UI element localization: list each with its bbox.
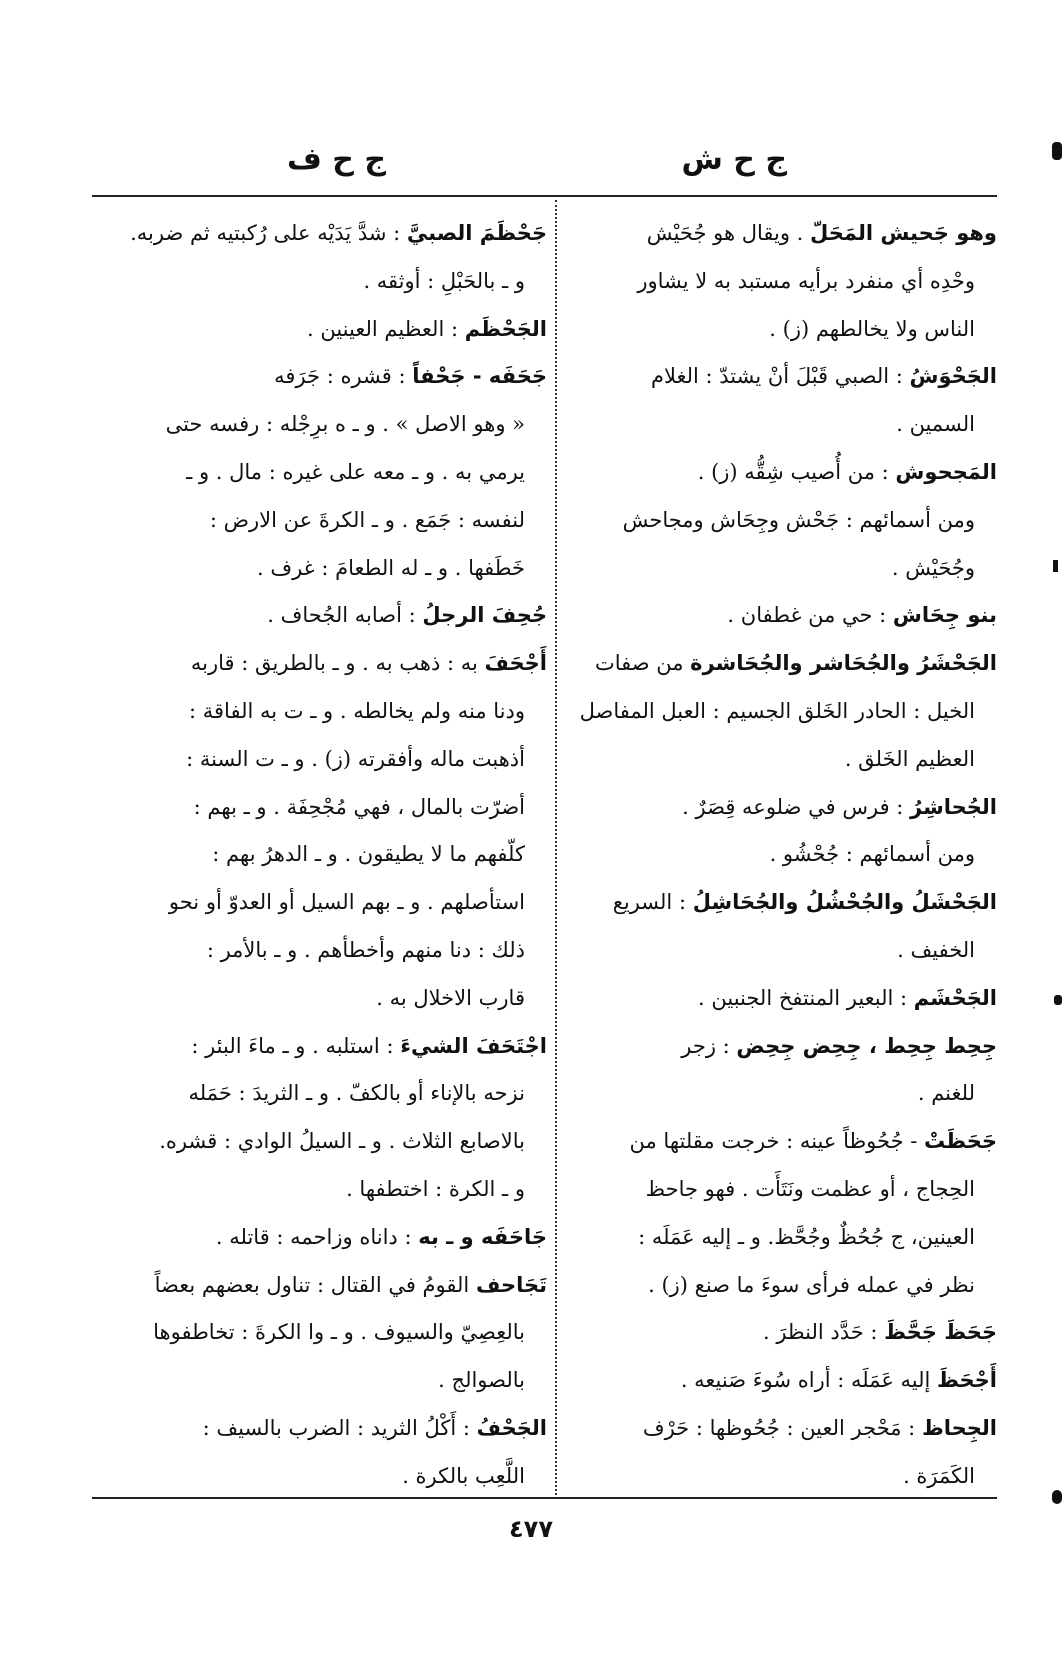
- margin-mark: [1052, 142, 1062, 160]
- definition-text: : قشره : جَرَفه: [274, 364, 413, 389]
- margin-mark: [1054, 995, 1062, 1005]
- definition-text: إليه عَمَلَه : أراه سُوءَ صَنيعه .: [680, 1368, 938, 1393]
- definition-text: الخفيف .: [897, 937, 975, 962]
- entry-line: [92, 1309, 547, 1357]
- entry-line: [92, 1357, 547, 1405]
- entry-line: [565, 1405, 997, 1453]
- headword: الجَحْشَلُ والجُحْشُلُ والجُحَاشِلُ: [692, 890, 997, 915]
- definition-text: - جُحُوظاً عينه : خرجت مقلتها من: [629, 1129, 925, 1154]
- definition-text: بالصوالج .: [438, 1368, 525, 1393]
- definition-text: : استلبه . و ـ ماءَ البئر :: [191, 1033, 401, 1058]
- headword: جُحِفَ الرجلُ: [422, 603, 547, 628]
- entry-line: [92, 1023, 547, 1071]
- definition-text: : مَحْجر العين : جُحُوظها : حَرْف: [642, 1415, 922, 1440]
- entry-line: [565, 975, 997, 1023]
- headword: وهو جَحيش المَحَلّ: [810, 221, 997, 245]
- header-rule: [92, 195, 997, 197]
- entry-line: [565, 1357, 997, 1405]
- definition-text: نظر في عمله فرأى سوءَ ما صنع (ز) .: [648, 1272, 975, 1297]
- headword: الجَحْظَم: [464, 316, 547, 341]
- headword: الجَحْشَم: [913, 985, 997, 1010]
- entry-line: [92, 545, 547, 593]
- entry-line: [92, 592, 547, 640]
- definition-text: الخيل : الحادر الخَلق الجسيم : العبل المفاصل: [579, 698, 975, 723]
- entry-line: [565, 1118, 997, 1166]
- definition-text: أذهبت ماله وأفقرته (ز) . و ـ ت السنة :: [186, 746, 525, 771]
- headword: المَجحوش: [895, 459, 997, 484]
- headword: الجَحْفُ: [476, 1415, 547, 1440]
- definition-text: : داناه وزاحمه : قاتله .: [215, 1224, 419, 1249]
- entry-line: [92, 736, 547, 784]
- definition-text: من صفات: [594, 651, 691, 676]
- entry-line: [565, 545, 997, 593]
- entry-line: [565, 449, 997, 497]
- entry-line: [92, 401, 547, 449]
- entry-line: [565, 736, 997, 784]
- definition-text: و ـ بالحَبْلِ : أوثقه .: [363, 268, 525, 293]
- definition-text: : شدَّ يَدَيْه على رُكبتيه ثم ضربه.: [130, 221, 407, 245]
- definition-text: نزحه بالإناء أو بالكفّ . و ـ الثريدَ : حَمَله: [188, 1081, 525, 1106]
- entry-line: [92, 975, 547, 1023]
- entry-line: [92, 1166, 547, 1214]
- definition-text: بالاصابع الثلاث . و ـ السيلُ الوادي : قشره.: [159, 1129, 525, 1154]
- entry-line: [565, 401, 997, 449]
- headword: جِحِط جِحِط ، جِحِض جِحِض: [736, 1033, 997, 1058]
- definition-text: ومن أسمائهم : جَحْش وجِحَاش ومجاحش: [622, 507, 975, 532]
- entry-line: [565, 592, 997, 640]
- definition-text: : العظيم العينين .: [307, 316, 465, 341]
- entry-line: [92, 1262, 547, 1310]
- margin-mark: [1053, 560, 1058, 572]
- entry-line: [92, 784, 547, 832]
- definition-text: ودنا منه ولم يخالطه . و ـ ت به الفاقة :: [189, 698, 525, 723]
- headword: اجْتَحَفَ الشيءَ: [400, 1033, 547, 1058]
- definition-text: : البعير المنتفخ الجنبين .: [698, 985, 914, 1010]
- entry-line: [92, 1118, 547, 1166]
- headword: أَجْحَفَ: [484, 651, 547, 676]
- headword: الجَحْوَشُ: [909, 364, 997, 389]
- column-divider: [555, 200, 557, 1495]
- definition-text: . ويقال هو جُحَيْش: [646, 221, 811, 245]
- running-header: [92, 142, 997, 192]
- definition-text: ومن أسمائهم : جُحْشُو .: [769, 842, 975, 867]
- left-column-heading: ج ح ف: [287, 142, 386, 177]
- headword: جَحَظَ جَحَّظَ: [884, 1320, 997, 1345]
- entry-line: [92, 927, 547, 975]
- entry-line: [565, 879, 997, 927]
- definition-text: أضرّت بالمال ، فهي مُجْحِفَة . و ـ بهم :: [193, 794, 525, 819]
- entry-line: [565, 831, 997, 879]
- definition-text: اللَّعِب بالكرة .: [402, 1463, 525, 1488]
- headword: بنو جِحَاش: [892, 603, 997, 628]
- entry-line: [565, 353, 997, 401]
- definition-text: : الصبي قَبْلَ أنْ يشتدّ : الغلام: [650, 364, 910, 389]
- definition-text: يرمي به . و ـ معه على غيره : مال . و ـ: [186, 459, 525, 484]
- definition-text: : حي من غطفان .: [727, 603, 893, 628]
- definition-text: لنفسه : جَمَع . و ـ الكرةَ عن الارض :: [209, 507, 525, 532]
- entry-line: [565, 1214, 997, 1262]
- entry-line: [92, 306, 547, 354]
- headword: الجِحاظ: [921, 1415, 997, 1440]
- page-number: ٤٧٧: [509, 1515, 553, 1543]
- entry-line: [92, 1070, 547, 1118]
- entry-line: [565, 1262, 997, 1310]
- definition-text: : حَدَّد النظرَ .: [762, 1320, 885, 1345]
- entry-line: [565, 688, 997, 736]
- definition-text: « وهو الاصل » . و ـ ه برِجْله : رفسه حتى: [165, 412, 525, 437]
- headword: جَحْظَمَ الصبيَّ: [406, 221, 547, 245]
- definition-text: الكَمَرَة .: [903, 1463, 975, 1488]
- definition-text: السمين .: [896, 412, 975, 437]
- entry-line: [92, 497, 547, 545]
- definition-text: وجُحَيْش .: [891, 555, 975, 580]
- definition-text: به : ذهب به . و ـ بالطريق : قاربه: [190, 651, 485, 676]
- headword: أَجْحَظَ: [937, 1368, 997, 1393]
- entry-line: [565, 258, 997, 306]
- entry-line: [92, 353, 547, 401]
- entry-line: [92, 1214, 547, 1262]
- margin-mark: [1052, 1490, 1062, 1504]
- definition-text: وحْدِه أي منفرد برأيه مستبد به لا يشاور: [637, 268, 975, 293]
- left-column: [92, 210, 547, 1490]
- headword: جَاحَفَه و ـ به: [418, 1224, 547, 1249]
- entry-line: [92, 1453, 547, 1490]
- headword: الجَحْشَرُ والجُحَاشر والجُحَاشرة: [690, 651, 997, 676]
- entry-line: [565, 640, 997, 688]
- definition-text: العينين، ج جُحُظٌ وجُحَّظ. و ـ إليه عَمَلَه :: [638, 1224, 975, 1249]
- entry-line: [565, 1453, 997, 1490]
- footer-rule: [92, 1497, 997, 1499]
- right-column: [565, 210, 997, 1490]
- definition-text: و ـ الكرة : اختطفها .: [346, 1176, 525, 1201]
- definition-text: : أصابه الجُحاف .: [267, 603, 423, 628]
- definition-text: استأصلهم . و ـ بهم السيل أو العدوّ أو نحو: [168, 890, 525, 915]
- entry-line: [565, 1309, 997, 1357]
- definition-text: بالعِصِيّ والسيوف . و ـ وا الكرةَ : تخاطفوها: [153, 1320, 525, 1345]
- entry-line: [565, 1070, 997, 1118]
- entry-line: [92, 640, 547, 688]
- headword: الجُحاشِرُ: [910, 794, 997, 819]
- definition-text: القومُ في القتال : تناول بعضهم بعضاً: [154, 1272, 476, 1297]
- headword: تَجَاحف: [475, 1272, 547, 1297]
- entry-line: [92, 879, 547, 927]
- definition-text: العظيم الخَلق .: [844, 746, 975, 771]
- entry-line: [92, 1405, 547, 1453]
- definition-text: : أَكْلُ الثريد : الضرب بالسيف :: [202, 1415, 477, 1440]
- entry-line: [565, 306, 997, 354]
- entry-line: [565, 497, 997, 545]
- definition-text: : فرس في ضلوعه قِصَرٌ .: [682, 794, 911, 819]
- entry-line: [92, 258, 547, 306]
- entry-line: [565, 210, 997, 258]
- entry-line: [92, 831, 547, 879]
- entry-line: [565, 1023, 997, 1071]
- entry-line: [565, 927, 997, 975]
- right-column-heading: ج ح ش: [681, 142, 787, 177]
- definition-text: ذلك : دنا منهم وأخطأهم . و ـ بالأمر :: [206, 937, 525, 962]
- definition-text: الناس ولا يخالطهم (ز) .: [769, 316, 975, 341]
- entry-line: [565, 1166, 997, 1214]
- entry-line: [92, 688, 547, 736]
- entry-line: [92, 449, 547, 497]
- headword: جَحَظَتْ: [924, 1129, 997, 1154]
- entry-line: [92, 210, 547, 258]
- definition-text: للغنم .: [917, 1081, 975, 1106]
- definition-text: : السريع: [612, 890, 693, 915]
- definition-text: خَطَفها . و ـ له الطعامَ : غرف .: [256, 555, 525, 580]
- definition-text: كلّفهم ما لا يطيقون . و ـ الدهرُ بهم :: [212, 842, 525, 867]
- definition-text: : من أُصيب شِقُّه (ز) .: [697, 459, 896, 484]
- definition-text: : زجر: [681, 1033, 737, 1058]
- headword: جَحَفَه - جَحْفاً: [412, 364, 547, 389]
- definition-text: الحِجاج ، أو عظمت ونَتَأَت . فهو جاحظ: [645, 1176, 975, 1201]
- entry-line: [565, 784, 997, 832]
- definition-text: قارب الاخلال به .: [376, 985, 525, 1010]
